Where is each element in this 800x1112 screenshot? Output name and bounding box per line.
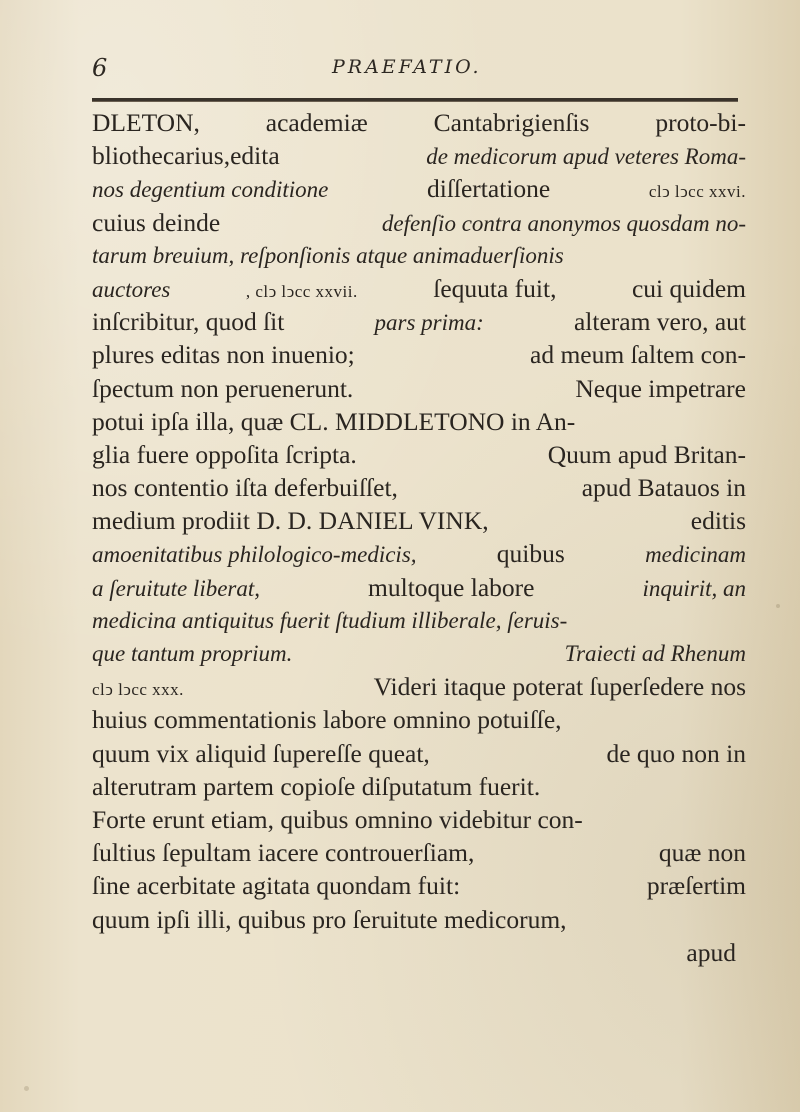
text-segment: Videri itaque poterat ſuperſedere nos — [373, 672, 746, 702]
text-line — [92, 139, 746, 172]
text-segment: glia fuere oppoſita ſcripta. — [92, 439, 357, 469]
text-segment: ſultius ſepultam iacere controuerſiam, — [92, 838, 475, 868]
text-line — [92, 239, 746, 272]
text-segment: amoenitatibus philologico-medicis, — [92, 542, 417, 568]
text-segment: cui quidem — [631, 273, 746, 303]
text-line — [92, 604, 746, 637]
catchword: apud — [686, 937, 736, 967]
body-text — [92, 106, 746, 969]
text-line — [92, 903, 746, 936]
text-segment: medium prodiit D. D. DANIEL VINK, — [92, 506, 489, 536]
text-line — [92, 206, 746, 239]
text-line — [92, 670, 746, 703]
text-segment: multoque labore — [368, 572, 535, 602]
text-line — [92, 770, 746, 803]
text-segment: Cantabrigienſis — [433, 108, 590, 137]
page-header — [92, 50, 738, 86]
text-segment: Neque impetrare — [575, 373, 746, 403]
text-line — [92, 504, 746, 537]
text-line — [92, 737, 746, 770]
text-line — [92, 372, 746, 405]
text-segment: cuius deinde — [92, 207, 221, 237]
text-line — [92, 637, 746, 670]
text-segment: quæ non — [658, 838, 746, 868]
text-segment: ſpectum non peruenerunt. — [92, 373, 354, 403]
text-line — [92, 836, 746, 869]
text-segment: diſſertatione — [426, 174, 551, 204]
text-segment: quum vix aliquid ſupereſſe queat, — [92, 738, 430, 768]
text-segment: ad meum ſaltem con- — [530, 340, 746, 370]
text-line — [92, 869, 746, 902]
header-rule — [92, 98, 738, 102]
text-segment: auctores — [92, 276, 171, 302]
text-segment: proto-bi- — [655, 108, 746, 137]
text-segment: pars prima: — [374, 310, 484, 336]
text-segment: academiæ — [265, 108, 368, 137]
catchword-line — [92, 936, 746, 969]
text-segment: de quo non in — [606, 738, 746, 768]
text-segment: ſine acerbitate agitata quondam fuit: — [92, 871, 461, 901]
text-segment: medicinam — [645, 542, 746, 568]
text-segment: defenſio contra anonymos quosdam no- — [381, 210, 746, 236]
text-line — [92, 803, 746, 836]
text-segment: Traiecti ad Rhenum — [564, 641, 746, 666]
text-segment: potui ipſa illa, quæ CL. MIDDLETONO in An- — [92, 406, 576, 436]
ink-spot — [24, 1086, 29, 1091]
text-segment: plures editas non inuenio; — [92, 340, 355, 370]
text-segment: bliothecarius,edita — [92, 141, 280, 171]
text-segment: quibus — [496, 539, 565, 569]
text-segment: a ſeruitute liberat, — [92, 575, 261, 601]
page-number: 6 — [92, 54, 108, 82]
text-segment: nos contentio iſta deferbuiſſet, — [92, 473, 398, 503]
text-segment: inſcribitur, quod ſit — [92, 307, 285, 337]
text-segment: huius commentationis labore omnino potuiſſe, — [92, 705, 562, 735]
text-segment: que tantum proprium. — [92, 641, 293, 666]
text-segment: medicina antiquitus fuerit ſtudium illiberale, ſeruis- — [92, 607, 568, 633]
text-segment: clↄ lↄcc xxvi. — [648, 182, 746, 202]
text-segment: quum ipſi illi, quibus pro ſeruitute medicorum, — [92, 904, 567, 934]
text-segment: præſertim — [646, 871, 746, 901]
text-segment: nos degentium conditione — [92, 177, 329, 203]
text-segment: alterutram partem copioſe diſputatum fuerit. — [92, 771, 541, 801]
text-segment: clↄ lↄcc xxx. — [92, 680, 184, 700]
text-line — [92, 571, 746, 604]
text-segment: editis — [690, 506, 746, 536]
text-line — [92, 438, 746, 471]
text-line — [92, 106, 746, 139]
text-line — [92, 537, 746, 570]
ink-spot — [776, 604, 780, 608]
text-segment: tarum breuium, reſponſionis atque animaduerſionis — [92, 242, 564, 268]
text-segment: , clↄ lↄcc xxvii. — [245, 281, 358, 301]
text-line — [92, 172, 746, 205]
text-line — [92, 703, 746, 736]
text-line — [92, 305, 746, 338]
text-segment: apud Batauos in — [581, 473, 746, 503]
text-segment: Forte erunt etiam, quibus omnino videbitur con- — [92, 804, 583, 834]
text-segment: alteram vero, aut — [573, 307, 746, 337]
text-line — [92, 338, 746, 371]
text-segment: de medicorum apud veteres Roma- — [426, 144, 746, 170]
text-segment: ſequuta fuit, — [433, 273, 557, 303]
text-line — [92, 272, 746, 305]
running-title: PRAEFATIO. — [332, 56, 482, 78]
text-segment: DLETON, — [92, 108, 200, 137]
text-line — [92, 405, 746, 438]
text-segment: inquirit, an — [642, 575, 746, 601]
text-line — [92, 471, 746, 504]
text-segment: Quum apud Britan- — [547, 439, 746, 469]
